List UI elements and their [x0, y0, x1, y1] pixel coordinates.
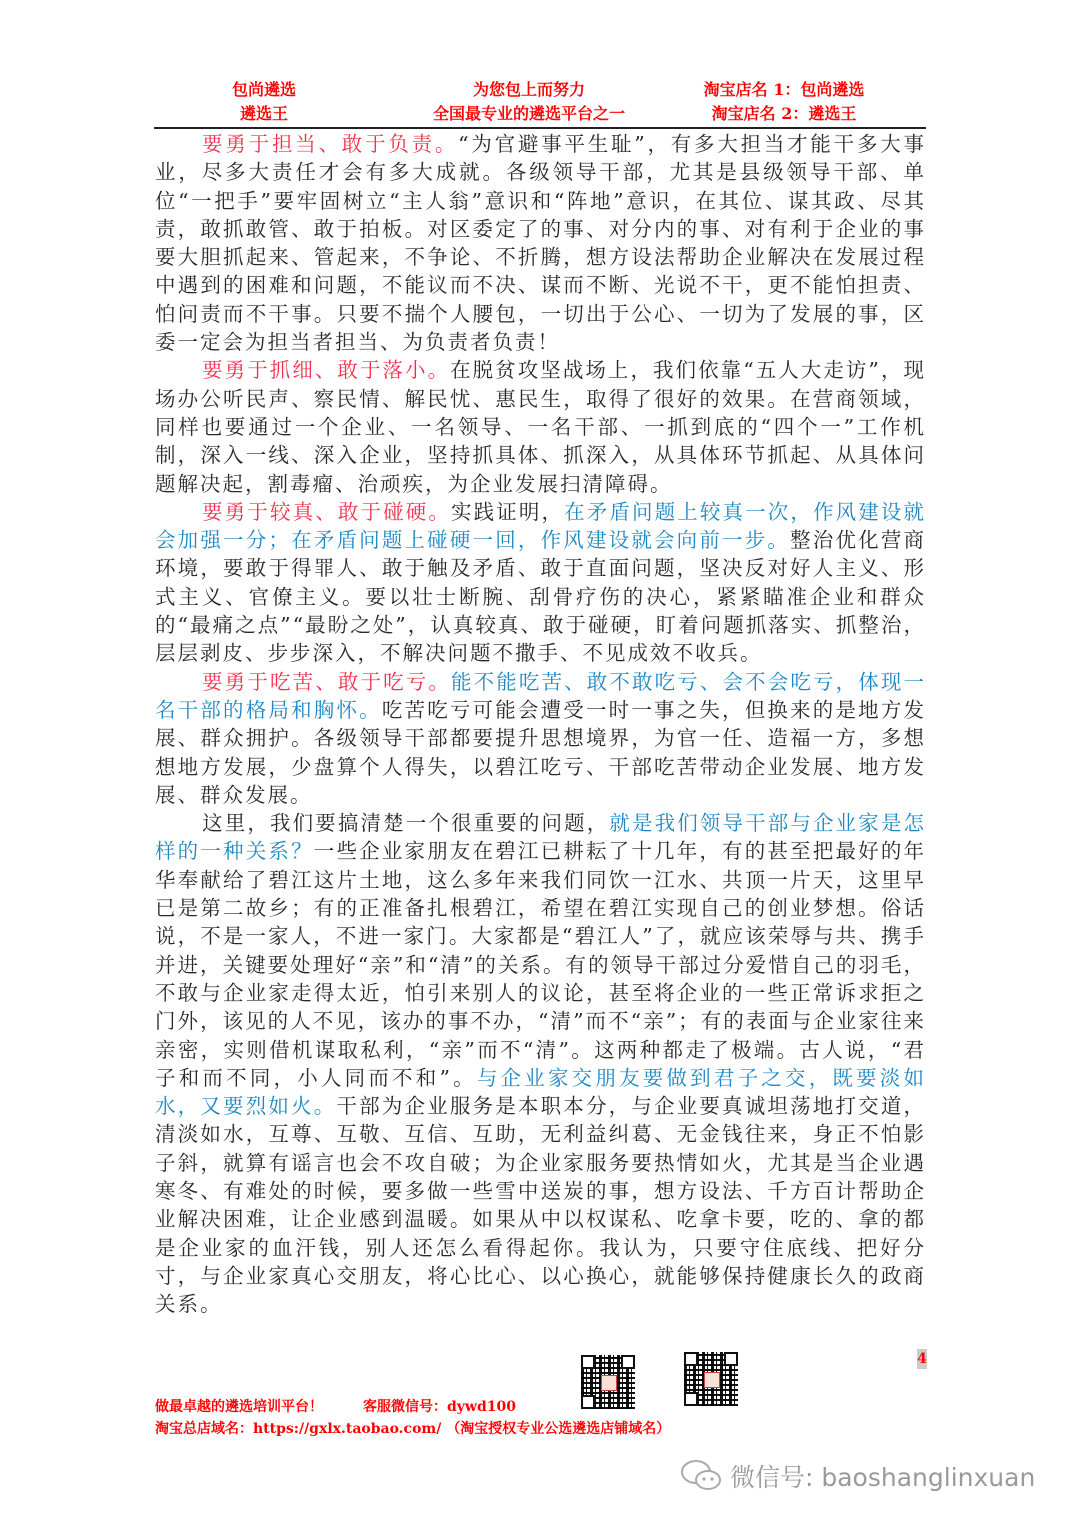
paragraph — [155, 668, 926, 809]
body-text: 干部为企业服务是本职本分，与企业要真诚坦荡地打交道，清淡如水，互尊、互敬、互信、互助，无利益纠葛、无金钱往来，身正不怕影子斜，就算有谣言也会不攻自破；为企业家服务要热情如火，尤其是当企业遇寒冬、有难处的时候，要多做一些雪中送炭的事，想方设法、千方百计帮助企业解决困难，让企业感到温暖。如果从中以权谋私、吃拿卡要，吃的、拿的都是企业家的血汗钱，别人还怎么看得起你。我认为，只要守住底线、把好分寸，与企业家真心交朋友，将心比心、以心换心，就能够保持健康长久的政商关系。 — [155, 1094, 927, 1317]
body-text: “为官避事平生耻”，有多大担当才能干多大事业，尽多大责任才会有多大成就。各级领导干部，尤其是县级领导干部、单位“一把手”要牢固树立“主人翁”意识和“阵地”意识，在其位、谋其政、尽其责，敢抓敢管、敢于拍板。对区委定了的事、对分内的事、对有利于企业的事要大胆抓起来、管起来，不争论、不折腾，想方设法帮助企业解决在发展过程中遇到的困难和问题，不能议而不决、谋而不断、光说不干，更不能怕担责、怕问责而不干事。只要不揣个人腰包，一切出于公心、一切为了发展的事，区委一定会为担当者担当、为负责者负责！ — [155, 132, 926, 355]
watermark-text: 微信号: baoshanglinxuan — [730, 1463, 1036, 1492]
body-text: 实践证明， — [451, 499, 565, 524]
paragraph — [155, 498, 926, 668]
body-text: 吃苦吃亏可能会遭受一时一事之失，但换来的是地方发展、群众拥护。各级领导干部都要提升思想境界，为官一任、造福一方，多想想地方发展，少盘算个人得失，以碧江吃亏、干部吃苦带动企业发展、地方发展、群众发展。 — [155, 697, 927, 807]
paragraph — [155, 130, 926, 356]
emphasis-text: 与企业家交朋友要做到君子之交，既要淡如水，又要烈如火。 — [155, 1065, 927, 1119]
paragraph-heading: 要勇于担当、敢于负责。 — [202, 132, 459, 156]
emphasis-text: 能不能吃苦、敢不敢吃亏、会不会吃亏，体现一名干部的格局和胸怀。 — [155, 669, 927, 722]
footer-slogan: 做最卓越的遴选培训平台！ — [155, 1399, 323, 1415]
header-right-line2: 淘宝店名 2：遴选王 — [711, 104, 857, 123]
emphasis-text: 就是我们领导干部与企业家是怎样的一种关系？ — [155, 811, 927, 864]
header-divider — [154, 127, 926, 129]
header-left — [194, 78, 334, 126]
page-number: 4 — [917, 1351, 927, 1367]
page-header — [154, 78, 926, 126]
header-left-line1: 包尚遴选 — [231, 80, 296, 99]
paragraph-heading: 要勇于吃苦、敢于吃亏。 — [202, 669, 452, 694]
footer-wechat-service: 客服微信号：dywd100 — [363, 1399, 516, 1415]
qr-code-icon — [684, 1352, 738, 1406]
header-right-line1: 淘宝店名 1：包尚遴选 — [703, 80, 865, 99]
header-center — [384, 78, 674, 126]
body-text: 一些企业家朋友在碧江已耕耘了十几年，有的甚至把最好的年华奉献给了碧江这片土地，这么多年来我们同饮一江水、共顶一片天，这里早已是第二故乡；有的正准备扎根碧江，希望在碧江实现自己的创业梦想。俗话说，不是一家人，不进一家门。大家都是“碧江人”了，就应该荣辱与共、携手并进，关键要处理好“亲”和“清”的关系。有的领导干部过分爱惜自己的羽毛，不敢与企业家走得太近，怕引来别人的议论，甚至将企业的一些正常诉求拒之门外，该见的人不见，该办的事不办，“清”而不“亲”；有的表面与企业家往来亲密，实则借机谋取私利，“亲”而不“清”。这两种都走了极端。古人说，“君子和而不同，小人同而不和”。 — [155, 839, 927, 1090]
body-text: 这里，我们要搞清楚一个很重要的问题， — [202, 811, 610, 836]
header-left-line2: 遴选王 — [239, 104, 288, 123]
emphasis-text: 在矛盾问题上较真一次，作风建设就会加强一分；在矛盾问题上碰硬一回，作风建设就会向前一步。 — [155, 499, 927, 553]
document-body — [155, 130, 926, 1318]
wechat-watermark — [680, 1458, 1035, 1494]
header-right — [654, 78, 914, 126]
paragraph — [155, 809, 926, 1318]
header-center-line1: 为您包上而努力 — [472, 80, 585, 99]
page-footer — [155, 1396, 670, 1440]
footer-taobao-link[interactable]: 淘宝总店域名：https://gxlx.taobao.com/ （淘宝授权专业公选遴选店铺域名） — [155, 1421, 671, 1437]
paragraph-heading: 要勇于抓细、敢于落小。 — [202, 358, 451, 383]
wechat-icon — [680, 1458, 724, 1494]
body-text: 整治优化营商环境，要敢于得罪人、敢于触及矛盾、敢于直面问题，坚决反对好人主义、形式主义、官僚主义。要以壮士断腕、刮骨疗伤的决心，紧紧瞄准企业和群众的“最痛之点”“最盼之处”，认真较真、敢于碰硬，盯着问题抓落实、抓整治，层层剥皮、步步深入，不解决问题不撒手、不见成效不收兵。 — [155, 528, 927, 666]
paragraph-heading: 要勇于较真、敢于碰硬。 — [202, 499, 452, 524]
body-text: 在脱贫攻坚战场上，我们依靠“五人大走访”，现场办公听民声、察民情、解民忧、惠民生，取得了很好的效果。在营商领域，同样也要通过一个企业、一名领导、一名干部、一抓到底的“四个一”工作机制，深入一线、深入企业，坚持抓具体、抓深入，从具体环节抓起、从具体问题解决起，割毒瘤、治顽疾，为企业发展扫清障碍。 — [155, 358, 926, 496]
header-center-line2: 全国最专业的遴选平台之一 — [432, 104, 625, 123]
paragraph — [155, 356, 926, 497]
